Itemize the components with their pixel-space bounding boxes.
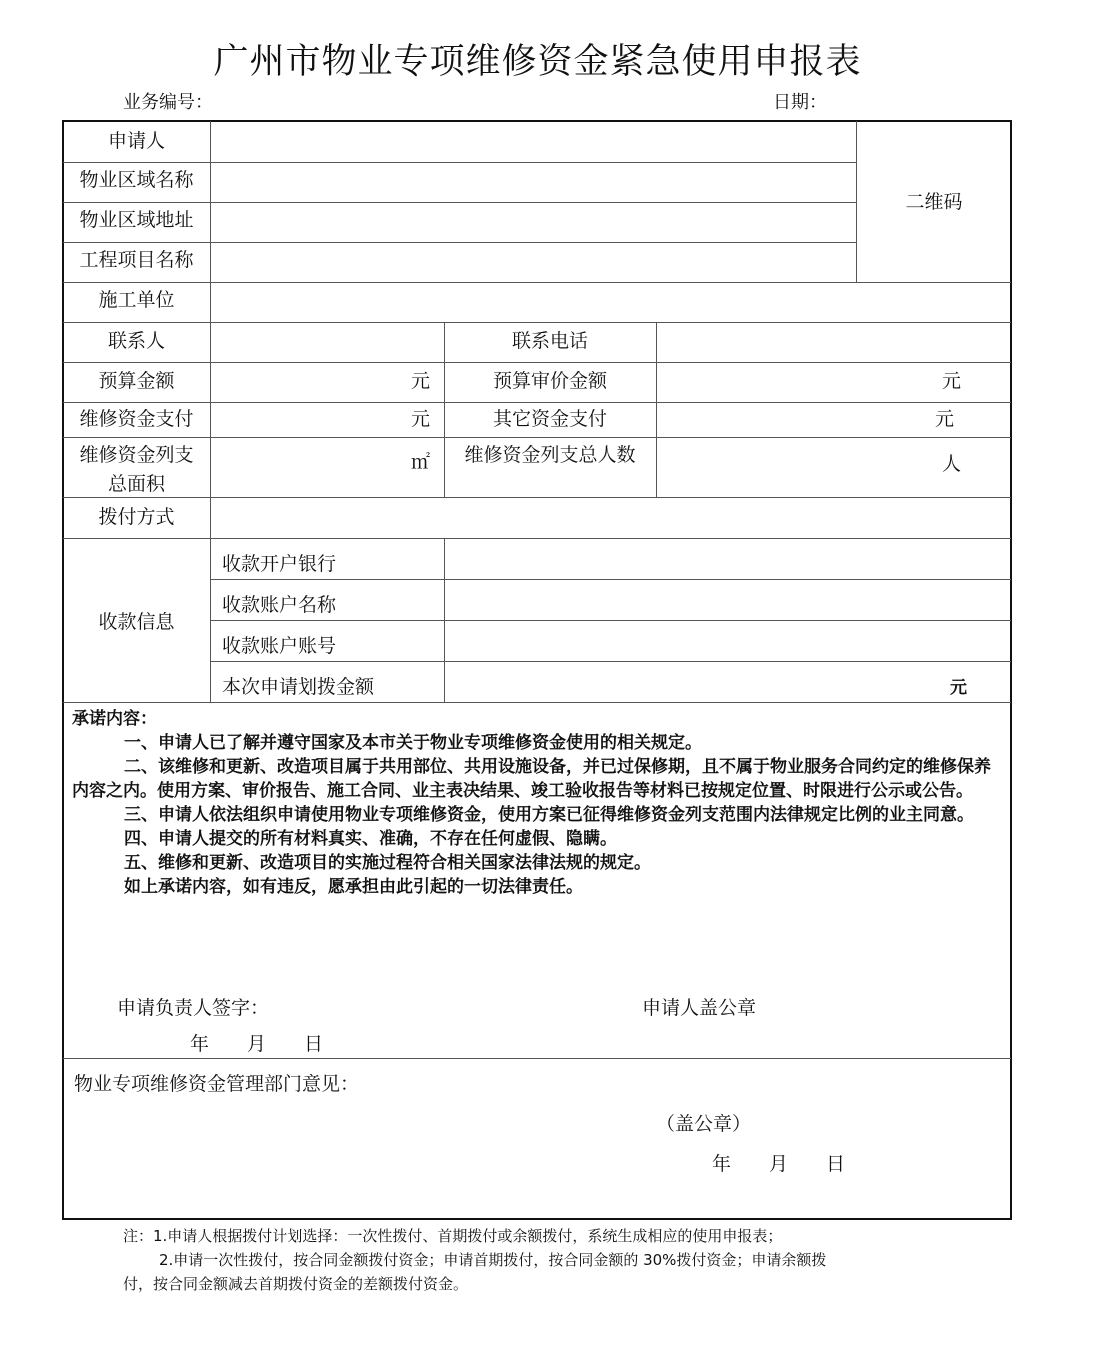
promise-heading: 承诺内容：: [72, 709, 157, 729]
promise-item-1: 一、申请人已了解并遵守国家及本市关于物业专项维修资金使用的相关规定。: [124, 733, 702, 753]
date-label: 日期：: [773, 92, 827, 113]
row-divider: [63, 538, 1011, 539]
promise-closing: 如上承诺内容，如有违反，愿承担由此引起的一切法律责任。: [124, 877, 583, 897]
row-divider: [63, 497, 1011, 498]
promise-item-2: 二、该维修和更新、改造项目属于共用部位、共用设施设备，并已过保修期，且不属于物业服务合同约定的维修保养内容之内。使用方案、审价报告、施工合同、业主表决结果、竣工验收报告等材料已按规定位置、时限进行公示或公告。: [72, 757, 991, 801]
contact-label: 联系人: [107, 330, 165, 352]
budget-label: 预算金额: [98, 370, 175, 392]
promise-item-3: 三、申请人依法组织申请使用物业专项维修资金，使用方案已征得维修资金列支范围内法律规定比例的业主同意。: [124, 805, 974, 825]
row-divider: [63, 282, 1011, 283]
bank-label: 收款开户银行: [222, 553, 337, 575]
project-name-label: 工程项目名称: [79, 249, 194, 271]
note-line-1: 注：1.申请人根据拨付计划选择：一次性拨付、首期拨付或余额拨付，系统生成相应的使用申报表；: [123, 1227, 783, 1245]
row-divider: [63, 202, 856, 203]
fund-pay-label: 维修资金支付: [79, 408, 194, 430]
area-unit: ㎡: [411, 451, 431, 473]
row-divider: [63, 402, 1011, 403]
area-total-label-line1: 维修资金列支: [79, 444, 194, 466]
area-total-label-line2: 总面积: [107, 473, 165, 495]
account-name-label: 收款账户名称: [222, 594, 337, 616]
row-divider: [210, 620, 1011, 621]
audit-budget-label: 预算审价金额: [492, 370, 607, 392]
fund-pay-unit: 元: [411, 408, 431, 430]
audit-budget-unit: 元: [942, 370, 962, 392]
row-divider: [63, 362, 1011, 363]
management-opinion-label: 物业专项维修资金管理部门意见：: [74, 1073, 360, 1095]
row-divider: [63, 242, 856, 243]
column-divider: [444, 538, 445, 702]
promise-section: [72, 707, 1004, 899]
row-divider: [63, 162, 856, 163]
signature-date: 年 月 日: [190, 1033, 324, 1055]
applicant-seal-label: 申请人盖公章: [642, 997, 757, 1019]
column-divider: [210, 121, 211, 702]
budget-unit: 元: [411, 370, 431, 392]
apply-amount-label: 本次申请划拨金额: [222, 676, 375, 698]
form-title: 广州市物业专项维修资金紧急使用申报表: [213, 42, 862, 82]
row-divider: [63, 1058, 1011, 1059]
row-divider: [63, 437, 1011, 438]
contractor-label: 施工单位: [98, 289, 175, 311]
promise-item-4: 四、申请人提交的所有材料真实、准确，不存在任何虚假、隐瞒。: [124, 829, 617, 849]
signature-label: 申请负责人签字：: [117, 997, 270, 1019]
row-divider: [63, 322, 1011, 323]
qr-code-placeholder: 二维码: [905, 191, 963, 213]
pay-method-label: 拨付方式: [98, 506, 175, 528]
column-divider: [656, 322, 657, 497]
other-pay-label: 其它资金支付: [492, 408, 607, 430]
area-name-label: 物业区域名称: [79, 169, 194, 191]
other-pay-unit: 元: [935, 408, 955, 430]
row-divider: [210, 579, 1011, 580]
people-total-label: 维修资金列支总人数: [464, 444, 636, 466]
note-line-2: 2.申请一次性拨付，按合同金额拨付资金；申请首期拨付，按合同金额的 30%拨付资金；申请余额拨: [159, 1251, 827, 1269]
note-line-3: 付，按合同金额减去首期拨付资金的差额拨付资金。: [123, 1275, 469, 1293]
opinion-date: 年 月 日: [712, 1153, 846, 1175]
row-divider: [63, 702, 1011, 703]
account-number-label: 收款账户账号: [222, 635, 337, 657]
promise-item-5: 五、维修和更新、改造项目的实施过程符合相关国家法律法规的规定。: [124, 853, 651, 873]
official-seal-label: （盖公章）: [656, 1113, 752, 1135]
payee-info-label: 收款信息: [98, 611, 175, 633]
phone-label: 联系电话: [511, 330, 588, 352]
area-address-label: 物业区域地址: [79, 209, 194, 231]
business-number-label: 业务编号：: [123, 92, 213, 113]
applicant-label: 申请人: [107, 130, 165, 152]
apply-amount-unit: 元: [950, 678, 967, 698]
people-unit: 人: [942, 453, 962, 475]
row-divider: [210, 661, 1011, 662]
